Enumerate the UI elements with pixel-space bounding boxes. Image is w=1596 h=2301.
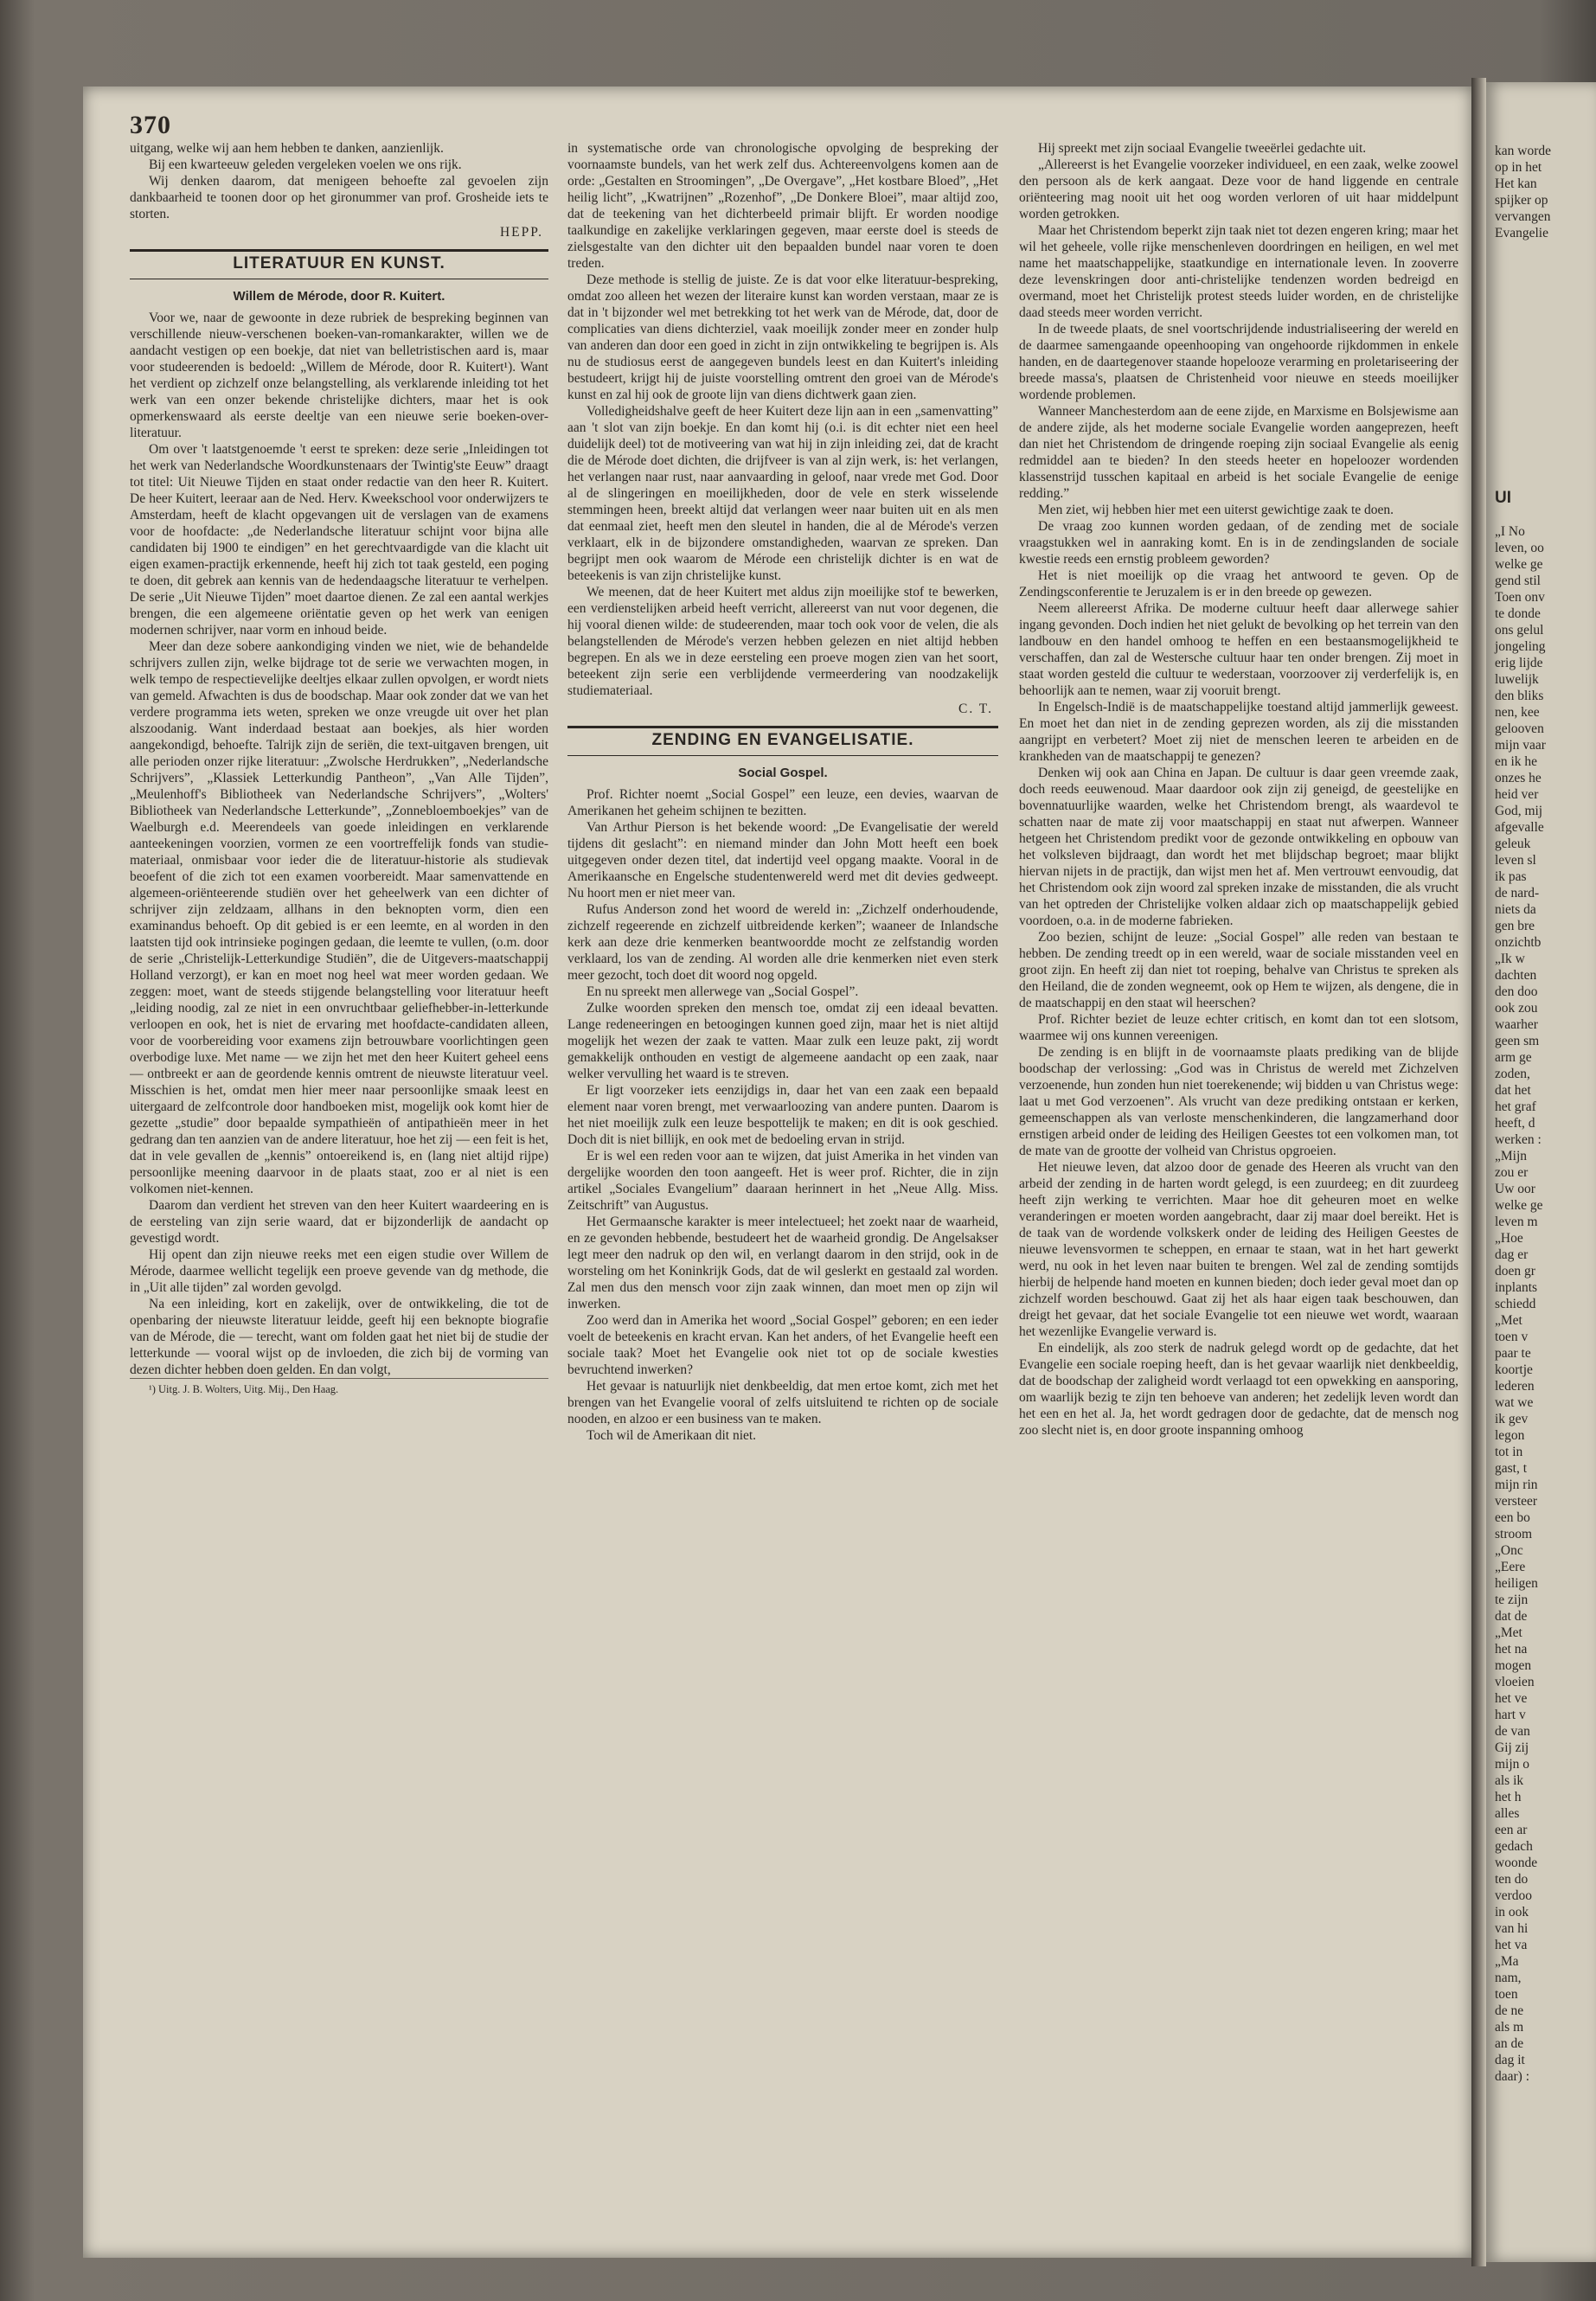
article-paragraph: in systematische orde van chronologische opvolging de bespreking der voornaamste bundels, van het werk zelf dus. Achtereenvolgens komen aan de orde: „Gestalten en Stroomingen”, „De Overgave”, „Het kostbare Bloed”, „Het heilig licht”, „Kwatrijnen” „Rozenhof”, „De Donkere Bloei”, maar altijd zoo, dat de teekening van het dichterbeeld primair blijft. Er worden noodige taalkundige en zakelijke verklaringen gegeven, maar eerste doel is steeds de zielsgestalte van den dichter uit den bepaalden bundel naar voren te doen treden. — [567, 141, 998, 271]
adjacent-page-text: „I No leven, oo welke ge gend stil Toen onv te donde ons gelul jongeling erig lijde luwelijk den bliks nen, kee gelooven mijn vaar en ik he onzes he heid ver God, mij afgevalle geleuk leven sl ik pas de nard- niets da gen bre onzichtb „Ik w dachten den doo ook zou waarher geen sm arm ge zoden, dat het het graf heeft, d werken : „Mijn zou er Uw oor welke ge leven m „Hoe dag er doen gr inplants schiedd „Met toen v paar te koortje lederen wat we ik gev legon tot in gast, t mijn rin versteer een bo stroom „Onc „Eere heiligen te zijn dat de „Met het na mogen vloeien het ve hart v de van Gij zij mijn o als ik het h alles een ar gedach woonde ten do verdoo in ook van hi het va „Ma nam, toen de ne als m an de dag it daar) : — [1495, 524, 1546, 2084]
book-gutter — [1471, 78, 1486, 2266]
article-paragraph: In de tweede plaats, de snel voortschrijdende industrialiseering der wereld en de daarmee samengaande opeenhooping van ongehoorde rijkdommen in enkele handen, en de daartegenover staande hopelooze verarming en proletariseering der breede massa's, plaatsen de Christenheid voor nieuwe en steeds moeilijker wordende problemen. — [1019, 322, 1458, 402]
article-paragraph: En nu spreekt men allerwege van „Social Gospel”. — [586, 984, 859, 999]
adjacent-page-heading: UI — [1495, 489, 1511, 507]
article-paragraph: Prof. Richter noemt „Social Gospel” een leuze, een devies, waarvan de Amerikanen het geheim schijnen te bezitten. — [567, 787, 998, 818]
article-paragraph: Na een inleiding, kort en zakelijk, over de ontwikkeling, die tot de openbaring der nieuwste literatuur leidde, geeft hij een beknopte biografie van de Mérode, die — terecht, want om folden gaat het niet bij de studie der letterkunde — vooral wijst op de invloeden, die zich bij de vorming van dezen dichter hebben doen gelden. En dan volgt, — [130, 1297, 548, 1377]
article-paragraph: Om over 't laatstgenoemde 't eerst te spreken: deze serie „Inleidingen tot het werk van Nederlandsche Woordkunstenaars der Twintig'ste Eeuw” draagt tot titel: Uit Nieuwe Tijden en staat onder redactie van den heer R. Kuitert. De heer Kuitert, leeraar aan de Ned. Herv. Kweekschool voor onderwijzers te Amsterdam, heeft de klacht opgevangen uit de verslagen van de examens voor de hoofdacte: „de Nederlandsche literatuur schijnt voor bijna alle candidaten bij 1900 te eindigen” en het gerechtvaardigde van die klacht uit eigen examen-practijk erkennende, heeft hij zich tot taak gesteld, een poging te doen, dit gebrek aan kennis van de hedendaagsche literatuur te verhelpen. De serie „Uit Nieuwe Tijden” moet daartoe dienen. Ze zal een aantal werkjes brengen, die een algemeene oriëntatie geven op het werk van eenigen modernen schrijver, naar vorm en inhoud beide. — [130, 442, 548, 638]
article-paragraph: Hij spreekt met zijn sociaal Evangelie tweeërlei gedachte uit. — [1038, 141, 1367, 156]
article-title-merode: Willem de Mérode, door R. Kuitert. — [233, 289, 445, 304]
article-paragraph: Prof. Richter beziet de leuze echter critisch, en komt dan tot een slotsom, waarmee wij ons kunnen vereenigen. — [1019, 1012, 1458, 1043]
article-paragraph: En eindelijk, als zoo sterk de nadruk gelegd wordt op de gedachte, dat het Evangelie een sociale roeping heeft, dan is het gevaar waarlijk niet denkbeeldig, dat de boodschap der zaligheid wordt verlaagd tot een opwekking en aansporing, om waarlijk bezig te zijn ten behoeve van anderen; het zedelijk leven wordt dan het een en het al. Ja, het wordt gedragen door de gedachte, dat de mensch nog zoo slecht niet is, en door groote inspanning omhoog — [1019, 1341, 1458, 1438]
section-heading-literature: LITERATUUR EN KUNST. — [233, 254, 445, 272]
adjacent-page-text-top: kan worde op in het Het kan spijker op vervangen Evangelie — [1495, 144, 1551, 240]
intro-paragraph: uitgang, welke wij aan hem hebben te danken, aanzienlijk. — [130, 141, 444, 156]
article-paragraph: Maar het Christendom beperkt zijn taak niet tot dezen engeren kring; maar het wil het geheele, volle rijke menschenleven doordringen en heiligen, en wel met name het maatschappelijke, staatkundige en internationale leven. In zooverre deze levenskringen door anti-christelijke tendenzen worden bedreigd en overmand, moet het Christelijk protest steeds luider worden, en de christelijke daad steeds meer worden verricht. — [1019, 223, 1458, 320]
article-paragraph: Het Germaansche karakter is meer intelectueel; het zoekt naar de waarheid, en ze gevonden hebbende, bestudeert het de waarheid grondig. De Angelsakser legt meer den nadruk op den wil, en verlangt daarom in den strijd, ook in de worsteling om het Koninkrijk Gods, dat de wil geslerkt en gestaald zal worden. Zal men dus den mensch voor zijn zaak winnen, dan moet men op zijn wil inwerken. — [567, 1215, 998, 1311]
article-paragraph: Denken wij ook aan China en Japan. De cultuur is daar geen vreemde zaak, doch reeds eeuwenoud. Maar daardoor ook zijn zij geneigd, de geestelijke en bovennatuurlijke waarden, welke het Christendom brengt, als waardevol te schatten naar de mate zij voor maatschappij en staat nut afwerpen. Wanneer hetgeen het Christendom predikt voor de gezonde ontwikkeling en opbouw van het volksleven bijdraagt, dan wordt het met blijdschap begroet; maar blijkt hiervan nijets in de practijk, dan wijst men het af. Men vertrouwt eenvoudig, dat het Christendom ook zijn woord zal spreken inzake de misstanden, die als vrucht van het optreden der Christelijke volken aldaar zich op maatschappelijk gebied voordoen, o.a. in de moderne fabrieken. — [1019, 766, 1458, 928]
adjacent-page-edge — [1486, 82, 1596, 2262]
article-paragraph: We meenen, dat de heer Kuitert met aldus zijn moeilijke stof te bewerken, een verdienstelijken arbeid heeft verricht, allereerst van nut voor degenen, die hij vooral dienen wilde: de studeerenden, maar toch ook voor de velen, die als belangstellenden de Mérode's verzen hebben gelezen en niet altijd hebben begrepen. En als we in deze eersteling een proeve mogen zien van het soort, beteekent zijn serie een verblijdende vermeerdering van noodzakelijk studiemateriaal. — [567, 585, 998, 698]
article-paragraph: Er ligt voorzeker iets eenzijdigs in, daar het van een zaak een bepaald element naar voren brengt, met verwaarloozing van andere punten. Daarom is het niet moeilijk zulk een leuze bespottelijk te maken; en dit is ook geschied. Doch dit is niet billijk, en ook met de bedoeling ervan in strijd. — [567, 1083, 998, 1147]
article-paragraph: Wanneer Manchesterdom aan de eene zijde, en Marxisme en Bolsjewisme aan de andere zijde, als het moderne sociale Evangelie worden aangeprezen, heeft dan niet het Christendom de dringende roeping zijn sociaal Evangelie als eenig redmiddel aan te bieden? In den steeds heeter en hopeloozer wordenden klassenstrijd tusschen kapitaal en arbeid is het sociale Evangelie de eenige redding.” — [1019, 404, 1458, 501]
article-paragraph: In Engelsch-Indië is de maatschappelijke toestand altijd jammerlijk geweest. En moet het dan niet in de zending geprezen worden, als zij die misstanden aangrijpt en verbetert? Moet zij niet de menschen leeren te arbeiden en de krankheden van de maatschappij te genezen? — [1019, 700, 1458, 764]
article-paragraph: Voor we, naar de gewoonte in deze rubriek de bespreking beginnen van verschillende nieuw-verschenen boeken-van-romankarakter, willen we de aandacht vestigen op een boekje, dat niet van belletristischen aard is, maar voor studeerenden is bedoeld: „Willem de Mérode, door R. Kuitert¹). Want het verdient op zichzelf onze belangstelling, als verklarende inleiding tot het werk van een onzer bekende christelijke dichters, maar het is ook opmerkenswaard als eerste deeltje van een nieuwe serie boeken-over-literatuur. — [130, 311, 548, 440]
page-number: 370 — [130, 111, 171, 139]
article-signature: C. T. — [958, 702, 993, 716]
article-paragraph: Zoo werd dan in Amerika het woord „Social Gospel” geboren; en een ieder voelt de beteekenis en kracht ervan. Kan het anders, of het Evangelie heeft een sociale taak? Moet het Evangelie ook niet tot op de sociale kwesties bevruchtend inwerken? — [567, 1313, 998, 1377]
article-paragraph: Zoo bezien, schijnt de leuze: „Social Gospel” alle reden van bestaan te hebben. De zending treedt op in een wereld, waar de sociale misstanden veel en groot zijn. En heeft zij dan niet tot roeping, behalve van Christus te spreken als den Heiland, die de zonden wegneemt, ook op Hem te wijzen, als dengene, die in de maatschappij en den staat wil heerschen? — [1019, 930, 1458, 1010]
article-paragraph: De vraag zoo kunnen worden gedaan, of de zending met de sociale vraagstukken wel in aanraking komt. En is in de zendingslanden de sociale kwestie reeds een ernstig probleem geworden? — [1019, 519, 1458, 567]
article-paragraph: Het gevaar is natuurlijk niet denkbeeldig, dat men ertoe komt, zich met het brengen van het Evangelie vooral of zelfs uitsluitend te richten op de sociale nooden, en alzoo er een business van te maken. — [567, 1379, 998, 1426]
column-2 — [567, 140, 998, 2216]
article-paragraph: Meer dan deze sobere aankondiging vinden we niet, wie de behandelde schrijvers zullen zijn, welke bijdrage tot de serie we verwachten mogen, in welk tempo de respectievelijke deeltjes elkaar zullen opvolgen, er wordt niets van gemeld. Afwachten is dus de boodschap. Maar ook zonder dat we van het verdere programma iets weten, spreken we onze vreugde uit over het plan alszoodanig. Want inderdaad bestaat aan boekjes, als hier worden aangekondigd, behoefte. Talrijk zijn de seriën, die text-uitgaven brengen, uit alle perioden onzer rijke literatuur: „Zwolsche Herdrukken”, „Nederlandsche Schrijvers”, „Klassiek Letterkundig Pantheon”, „Van Alle Tijden”, „Meulenhoff's Bibliotheek van Nederlandsche Schrijvers”, „Wolters' Bibliotheek van Nederlandsche Letterkunde”, „Zonnebloemboekjes” van de Waelburgh e.d. Meerendeels van goede inleidingen en verklarende aanteekeningen voorzien, vormen ze een voortreffelijk fonds van studie-materiaal, onmisbaar voor ieder die de literatuur-historie als studievak beoefent of die zich tot een examen voorbereidt. Maar samenvattende en algemeen-oriënteerende studiën over het geheelwerk van een dichter of schrijver zijn zeldzaam, allhans in den beknopten vorm, dien een examinandus behoeft. Op dit gebied is er een leemte, en al worden in den laatsten tijd ook intrinsieke pogingen gedaan, die leemte te vullen, (o.m. door de serie „Christelijk-Letterkundige Studiën”, die de Uitgevers-maatschappij Holland verzorgt), er kan en moet nog heel wat meer worden gedaan. We zeggen: moet, want de steeds stijgende belangstelling voor literatuur heeft „leiding noodig, zal ze niet in een onvruchtbaar geliefhebber-in-letterkunde verloopen en ook, het is niet de ervaring met hoofdacte-candidaten alleen, voor de voorbereiding voor examens zijn betrouwbare voorlichtingen geen overbodige luxe. Met name — we zijn het met den heer Kuitert geheel eens — ontbreekt er aan de geordende kennis omtrent de nieuwste literatuur veel. Misschien is het, omdat men hier meer naar persoonlijke smaak leest en uitergaard de zelfcontrole door handboeken mist, mogelijk ook komt hier de gezette „studie” door bepaalde sympathieën of antipathieën meer in het gedrang dan ten aanzien van de andere literatuur, hoe het zij — een feit is het, dat in vele gevallen de „kennis” ontoereikend is, en (lang niet altijd rijpe) persoonlijke meening daarvoor in de plaats staat, zoo er al niet is een volkomen niet-kennen. — [130, 639, 548, 1196]
article-paragraph: Men ziet, wij hebben hier met een uiterst gewichtige zaak te doen. — [1038, 503, 1394, 517]
intro-paragraph: Bij een kwarteeuw geleden vergeleken voelen we ons rijk. — [149, 157, 462, 172]
article-paragraph: Er is wel een reden voor aan te wijzen, dat juist Amerika in het vinden van dergelijke woorden den toon aangeeft. Het is weer prof. Richter, die in zijn artikel „Sociales Evangelium” daaraan herinnert in het „Neue Allg. Miss. Zeitschrift” van Augustus. — [567, 1149, 998, 1213]
section-heading-mission: ZENDING EN EVANGELISATIE. — [651, 731, 914, 749]
article-paragraph: Volledigheidshalve geeft de heer Kuitert deze lijn aan in een „samenvatting” aan 't slot van zijn boekje. En dan komt hij (o.i. is dit echter niet een heel duidelijk deel) tot de motiveering van wat hij in zijn inleiding zei, dat de kracht die de Mérode doet dichten, die drijfveer is van al zijn werk, is: het verlangen, het verlangen naar rust, naar aanvaarding in geloof, naar vrede met God. Door al de slingeringen en moeilijkheden, door de vele en sterk wisselende stemmingen heen, breekt altijd dat verlangen weer naar buiten uit en als men dat eenmaal ziet, heeft men den sleutel in handen, die al de Mérode's verzen verklaart, elk in de bijzondere omstandigheden, waarvan ze spreken. Dan begrijpt men ook waarom de Mérode een christelijk dichter is en wat de beteekenis is van zijn christelijke kunst. — [567, 404, 998, 583]
column-3 — [1019, 140, 1458, 2216]
section-rule — [567, 755, 998, 756]
intro-signature: HEPP. — [499, 225, 543, 240]
section-rule — [130, 249, 548, 252]
article-paragraph: Toch wil de Amerikaan dit niet. — [586, 1428, 757, 1443]
article-paragraph: „Allereerst is het Evangelie voorzeker individueel, en een zaak, welke zoowel den persoon als de kerk aangaat. Deze voor de hand liggende en centrale oriënteering mag nooit uit het oog worden verloren of uit haar middelpunt worden getrokken. — [1019, 157, 1458, 221]
footnote: ¹) Uitg. J. B. Wolters, Uitg. Mij., Den Haag. — [130, 1378, 548, 1398]
article-paragraph: De zending is en blijft in de voornaamste plaats prediking van de blijde boodschap der verlossing: „God was in Christus de wereld met Zichzelven verzoenende, hun zonden hun niet toerekenende; wij bidden u van Christus wege: laat u met God verzoenen”. Als vrucht van deze prediking ontstaan er kerken, gemeenschappen als van verloste menschenkinderen, die langzamerhand door ernstigen arbeid onder de leiding des Heiligen Geestes tot een volkomen man, tot de mate van de grootte der volheid van Christus opgroeien. — [1019, 1045, 1458, 1158]
article-paragraph: Daarom dan verdient het streven van den heer Kuitert waardeering en is de eersteling van zijn serie waard, dat er bijzonderlijk de aandacht op gevestigd wordt. — [130, 1198, 548, 1246]
column-1 — [130, 140, 548, 2216]
article-paragraph: Hij opent dan zijn nieuwe reeks met een eigen studie over Willem de Mérode, daarmee wellicht tegelijk een proeve gevende van dg methode, die in „Uit alle tijden” zal worden gevolgd. — [130, 1247, 548, 1295]
article-paragraph: Van Arthur Pierson is het bekende woord: „De Evangelisatie der wereld tijdens dit geslacht”: en niemand minder dan John Mott heeft een boek uitgegeven onder dezen titel, dat indertijd veel opgang maakte. Vooral in de Amerikaansche en Engelsche studentenwereld werd met dit devies gedweept. Nu hoort men er niet meer van. — [567, 820, 998, 901]
article-paragraph: Zulke woorden spreken den mensch toe, omdat zij een ideaal bevatten. Lange redeneeringen en betoogingen kunnen goed zijn, maar het is niet altijd mogelijk het wezen der zaak te vatten. Maar zulk een leuze pakt, zij wordt gemakkelijk onthouden en vestigt de algemeene aandacht op een zaak, naar welker vervulling het waard is te streven. — [567, 1001, 998, 1081]
intro-paragraph: Wij denken daarom, dat menigeen behoefte zal gevoelen zijn dankbaarheid te toonen door op het gironummer van prof. Grosheide iets te storten. — [130, 174, 548, 221]
article-paragraph: Deze methode is stellig de juiste. Ze is dat voor elke literatuur-bespreking, omdat zoo alleen het wezen der literaire kunst kan worden verstaan, maar ze is dat in 't bijzonder wel met betrekking tot het werk van de Mérode, dat, door de complicaties van diens dichterziel, vaak moeilijk zonder meer en zonder hulp van anderen dan door een goed in zicht in zijn ontwikkeling te begrijpen is. Als nu de studiosus eerst de aangegeven bundels leest en dan Kuitert's inleiding bestudeert, krijgt hij de juiste voorstelling omtrent den groei van de Mérode's kunst en zal hij ook de groote lijn van diens dichtwerk gaan zien. — [567, 272, 998, 402]
article-paragraph: Rufus Anderson zond het woord de wereld in: „Zichzelf onderhoudende, zichzelf regeerende en zichzelf uitbreidende kerken”; waaneer de Inlandsche kerk aan deze drie kenmerken beantwoordde mocht ze zelfstandig worden verklaard, los van de zending. Al worden alle drie kenmerken niet even sterk meer gezocht, toch doet dit woord nog opgeld. — [567, 902, 998, 983]
section-rule — [567, 726, 998, 728]
article-paragraph: Neem allereerst Afrika. De moderne cultuur heeft daar allerwege sahier ingang gevonden. Doch indien het niet gelukt de bevolking op het terrein van den landbouw en den handel omhoog te heffen en een bestaansmogelijkheid te verschaffen, dan zal de Westersche cultuur haar ten onder brengen. Zij moet in staat worden gesteld die cultuur te wederstaan, voorzoover zij verderfelijk is, en behoorlijk aan te nemen, waar zij vooruit brengt. — [1019, 601, 1458, 698]
article-paragraph: Het is niet moeilijk op die vraag het antwoord te geven. Op de Zendingsconferentie te Jeruzalem is er in den breede op gewezen. — [1019, 568, 1458, 599]
article-title-social-gospel: Social Gospel. — [738, 766, 828, 780]
article-paragraph: Het nieuwe leven, dat alzoo door de genade des Heeren als vrucht van den arbeid der zending in de harten wordt gelegd, is een zuurdeeg; en dit zuurdeeg heeft zijn werking te verrichten. Maar hoe dit geheuren moet en welke veranderingen er moeten worden aangebracht, daar zij maar doel bereikt. Het is de taak van de wordende volkskerk onder de leiding des Heiligen Geestes de nieuwe levensvormen te scheppen, en ernaar te staan, wat in het hart gewerkt werd, nu ook in het leven naar buiten te brengen. Wel zal de zending somtijds hierbij de helpende hand moeten en kunnen bieden; doch ieder geval moet dan op zichzelf worden beschouwd. Gaat zij het als haar eigen taak beschouwen, dan dreigt het gevaar, dat het sociale Evangelie tot een nieuwe wet wordt, waaraan het wezenlijke Evangelie verward is. — [1019, 1160, 1458, 1339]
